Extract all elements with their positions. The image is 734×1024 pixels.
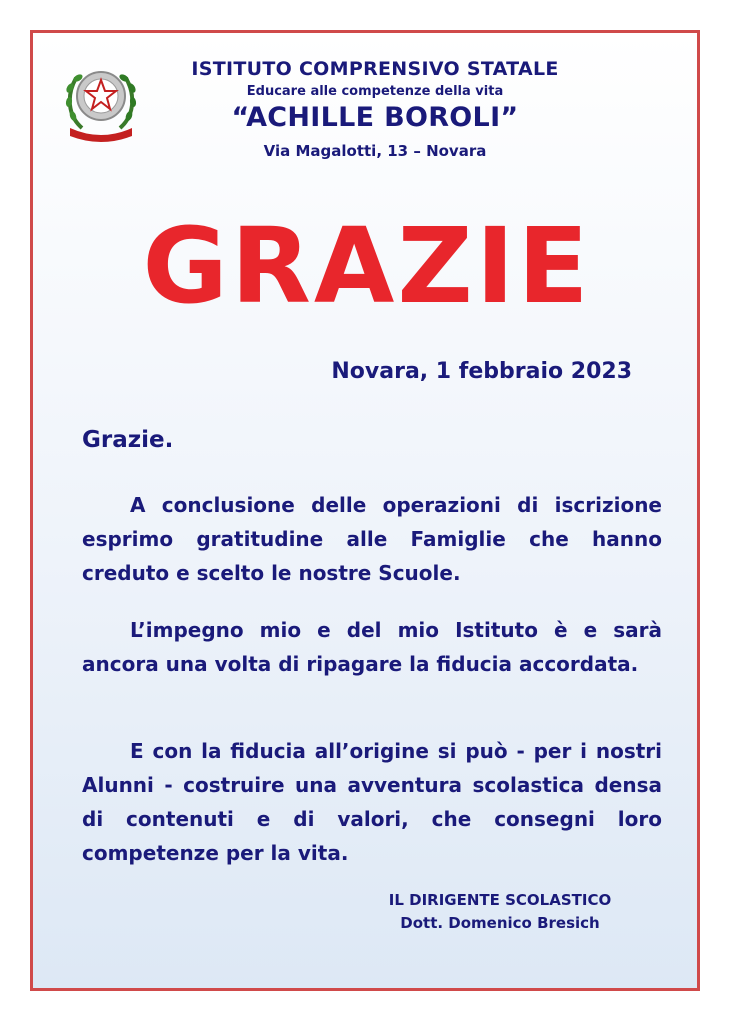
school-motto: Educare alle competenze della vita (246, 84, 504, 99)
school-address: Via Magalotti, 13 – Novara (263, 142, 487, 160)
paragraph-1: A conclusione delle operazioni di iscrizione esprimo gratitudine alle Famiglie che hanno creduto e scelto le nostre Scuole. (82, 493, 662, 585)
school-type-heading: ISTITUTO COMPRENSIVO STATALE (191, 58, 559, 80)
italian-republic-emblem-icon (62, 58, 140, 142)
school-name: “ACHILLE BOROLI” (231, 102, 519, 133)
paragraph-2: L’impegno mio e del mio Istituto è e sarà ancora una volta di ripagare la fiducia accordata. (82, 618, 662, 676)
salutation: Grazie. (82, 427, 174, 453)
page-title: GRAZIE (142, 205, 592, 327)
paragraph-3: E con la fiducia all’origine si può - per i nostri Alunni - costruire una avventura scolastica densa di contenuti e di valori, che consegni loro competenze per la vita. (82, 739, 662, 865)
signature-name: Dott. Domenico Bresich (400, 914, 600, 932)
signature-title: IL DIRIGENTE SCOLASTICO (388, 891, 612, 909)
date-line: Novara, 1 febbraio 2023 (331, 359, 632, 384)
